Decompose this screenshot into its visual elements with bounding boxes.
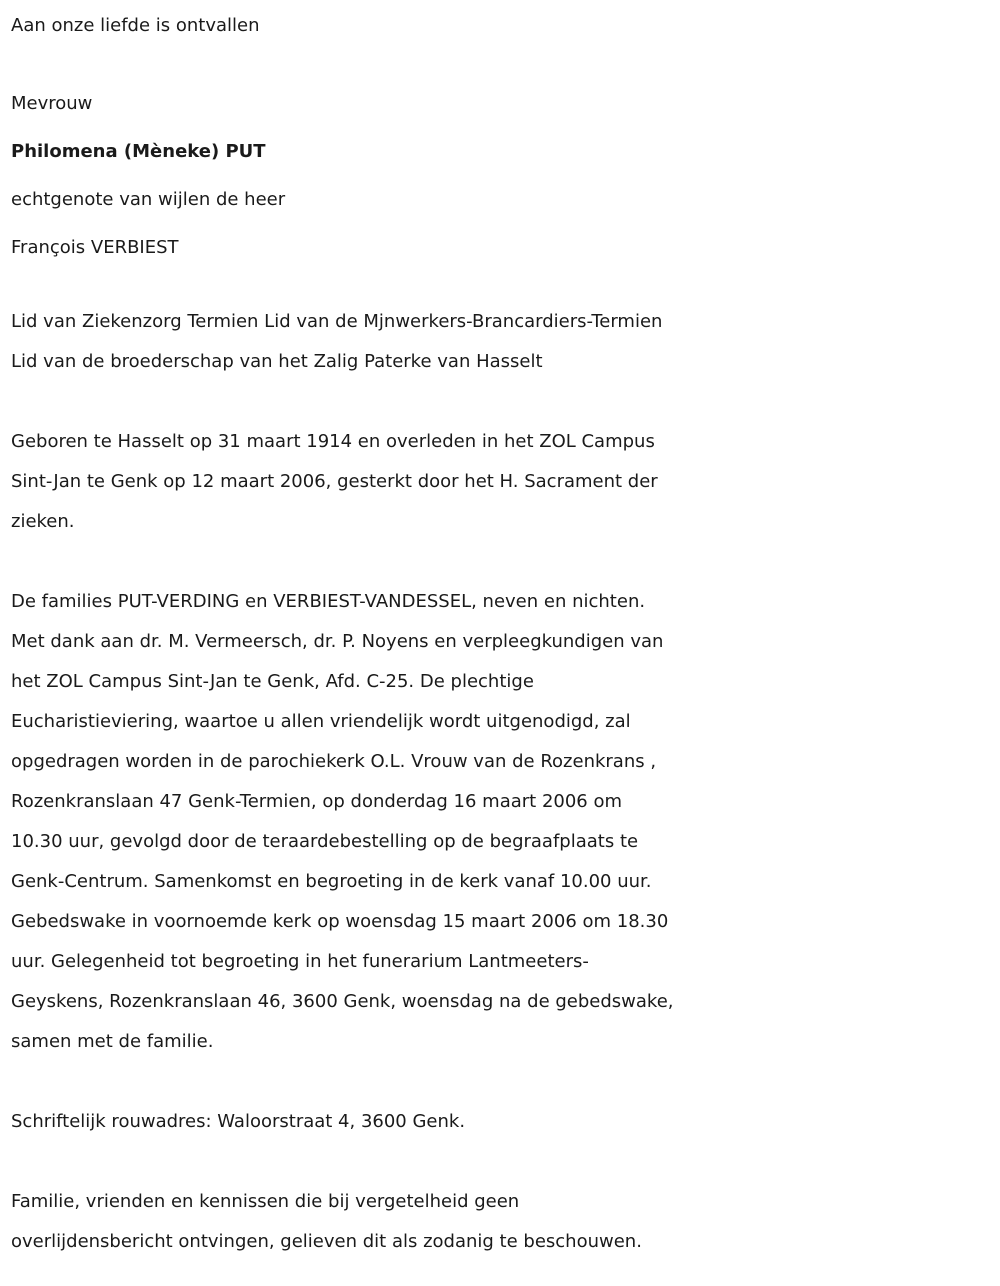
paragraph-line: De families PUT-VERDING en VERBIEST-VANDESSEL, neven en nichten. <box>11 591 646 612</box>
paragraph-line: 10.30 uur, gevolgd door de teraardebestelling op de begraafplaats te <box>11 831 639 852</box>
paragraph-line: Familie, vrienden en kennissen die bij vergetelheid geen <box>11 1191 520 1212</box>
paragraph-line: opgedragen worden in de parochiekerk O.L. Vrouw van de Rozenkrans , <box>11 751 657 772</box>
paragraph-line: Genk-Centrum. Samenkomst en begroeting in de kerk vanaf 10.00 uur. <box>11 871 652 892</box>
paragraph-line: Sint-Jan te Genk op 12 maart 2006, gesterkt door het H. Sacrament der <box>11 471 658 492</box>
membership-line: Lid van de broederschap van het Zalig Paterke van Hasselt <box>11 351 543 372</box>
birth-death-paragraph <box>11 422 996 542</box>
details-paragraph <box>11 582 996 1062</box>
spacer <box>11 52 996 80</box>
paragraph-line: het ZOL Campus Sint-Jan te Genk, Afd. C-25. De plechtige <box>11 671 534 692</box>
spouse-label: echtgenote van wijlen de heer <box>11 189 286 210</box>
paragraph-line: overlijdensbericht ontvingen, gelieven dit als zodanig te beschouwen. <box>11 1231 642 1252</box>
paragraph-line: Gebedswake in voornoemde kerk op woensdag 15 maart 2006 om 18.30 <box>11 911 669 932</box>
paragraph-line: Met dank aan dr. M. Vermeersch, dr. P. Noyens en verpleegkundigen van <box>11 631 664 652</box>
paragraph-line: Geyskens, Rozenkranslaan 46, 3600 Genk, woensdag na de gebedswake, <box>11 991 674 1012</box>
closing-paragraph <box>11 1182 996 1262</box>
paragraph-line: Geboren te Hasselt op 31 maart 1914 en overleden in het ZOL Campus <box>11 431 655 452</box>
salutation: Mevrouw <box>11 93 93 114</box>
mourning-address: Schriftelijk rouwadres: Waloorstraat 4, 3600 Genk. <box>11 1111 466 1132</box>
obituary-notice <box>11 0 996 1262</box>
membership-line: Lid van Ziekenzorg Termien Lid van de Mjnwerkers-Brancardiers-Termien <box>11 311 663 332</box>
intro-text: Aan onze liefde is ontvallen <box>11 15 260 36</box>
paragraph-line: Eucharistieviering, waartoe u allen vriendelijk wordt uitgenodigd, zal <box>11 711 631 732</box>
memberships-paragraph <box>11 302 996 382</box>
address-paragraph <box>11 1102 996 1142</box>
paragraph-line: zieken. <box>11 511 75 532</box>
deceased-name: Philomena (Mèneke) PUT <box>11 141 266 162</box>
paragraph-line: uur. Gelegenheid tot begroeting in het funerarium Lantmeeters- <box>11 951 589 972</box>
spouse-name: François VERBIEST <box>11 237 179 258</box>
paragraph-line: samen met de familie. <box>11 1031 214 1052</box>
paragraph-line: Rozenkranslaan 47 Genk-Termien, op donderdag 16 maart 2006 om <box>11 791 623 812</box>
